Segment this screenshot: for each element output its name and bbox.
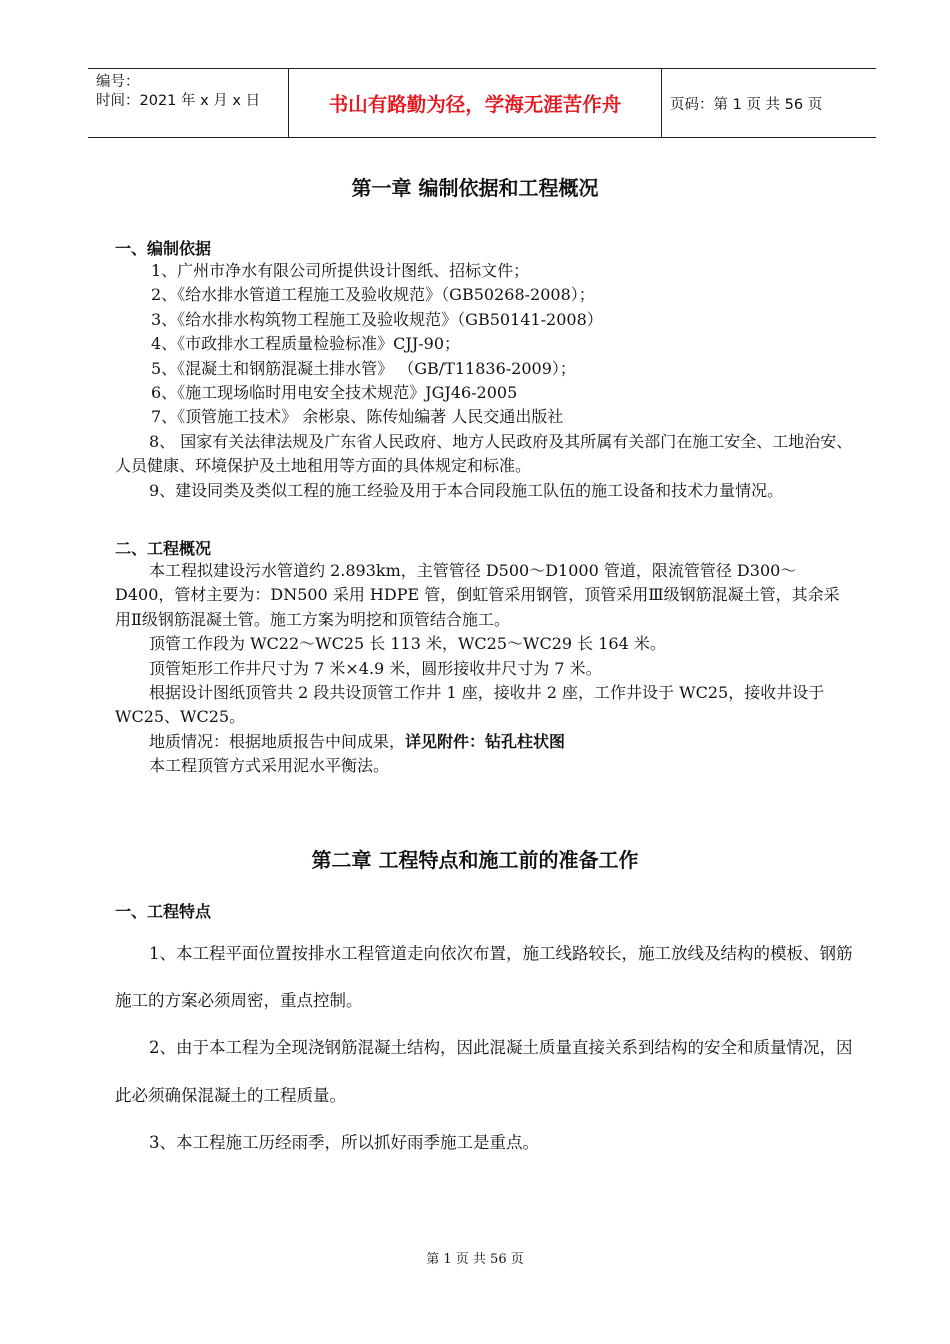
geology-attachment-ref: 详见附件：钻孔柱状图 [405,731,566,751]
feature-paragraph: 3、本工程施工历经雨季，所以抓好雨季施工是重点。 [149,1132,539,1152]
overview-paragraph: 顶管矩形工作井尺寸为 7 米×4.9 米，圆形接收井尺寸为 7 米。 [149,658,602,678]
header-page-number: 页码：第 1 页 共 56 页 [670,96,823,113]
chapter1-title: 第一章 编制依据和工程概况 [351,176,599,200]
geology-text: 地质情况：根据地质报告中间成果， [149,731,406,751]
section-heading-basis: 一、编制依据 [115,239,212,258]
basis-item: 7、《顶管施工技术》 余彬泉、陈传灿编著 人民交通出版社 [151,407,564,427]
basis-item: 4、《市政排水工程质量检验标准》CJJ-90； [151,334,461,354]
header-meta [88,69,288,137]
basis-item: 6、《施工现场临时用电安全技术规范》JGJ46-2005 [151,383,518,403]
doc-date-label: 时间：2021 年 x 月 x 日 [96,93,261,109]
overview-paragraph-geology [115,730,855,754]
basis-item: 8、 国家有关法律法规及广东省人民政府、地方人民政府及其所属有关部门在施工安全、工地治安、人员健康、环境保护及土地租用等方面的具体规定和标准。 [115,431,853,476]
page-footer: 第 1 页 共 56 页 [426,1252,524,1267]
feature-paragraph: 1、本工程平面位置按排水工程管道走向依次布置，施工线路较长，施工放线及结构的模板、钢筋施工的方案必须周密，重点控制。 [115,944,853,1011]
basis-item: 2、《给水排水管道工程施工及验收规范》（GB50268-2008）； [151,285,595,305]
features-body [115,930,855,1166]
basis-list [115,259,855,503]
header-motto: 书山有路勤为径，学海无涯苦作舟 [288,69,662,137]
basis-item: 3、《给水排水构筑物工程施工及验收规范》（GB50141-2008） [151,309,603,329]
basis-item: 5、《混凝土和钢筋混凝土排水管》 （GB/T11836-2009）； [151,358,576,378]
page-header [88,68,876,138]
section-heading-overview: 二、工程概况 [115,539,212,558]
overview-paragraph: 根据设计图纸顶管共 2 段共设顶管工作井 1 座，接收井 2 座，工作井设于 WC25，接收井设于 WC25、WC25。 [115,683,825,727]
feature-paragraph: 2、由于本工程为全现浇钢筋混凝土结构，因此混凝土质量直接关系到结构的安全和质量情况，因此必须确保混凝土的工程质量。 [115,1038,853,1105]
overview-body [115,559,855,779]
overview-paragraph: 本工程顶管方式采用泥水平衡法。 [149,756,390,776]
overview-paragraph: 本工程拟建设污水管道约 2.893km，主管管径 D500～D1000 管道，限流管管径 D300～D400，管材主要为：DN500 采用 HDPE 管，倒虹管采用钢管，顶管采用Ⅲ级钢筋混凝土管，其余采用Ⅱ级钢筋混凝土管。施工方案为明挖和顶管结合施工。 [115,561,840,629]
chapter2-title: 第二章 工程特点和施工前的准备工作 [311,848,639,872]
doc-number-label: 编号： [96,74,140,90]
basis-item: 9、建设同类及类似工程的施工经验及用于本合同段施工队伍的施工设备和技术力量情况。 [149,480,784,500]
overview-paragraph: 顶管工作段为 WC22～WC25 长 113 米，WC25～WC29 长 164 米。 [149,634,666,654]
basis-item: 1、广州市净水有限公司所提供设计图纸、招标文件； [151,261,530,280]
section-heading-features: 一、工程特点 [115,902,212,921]
